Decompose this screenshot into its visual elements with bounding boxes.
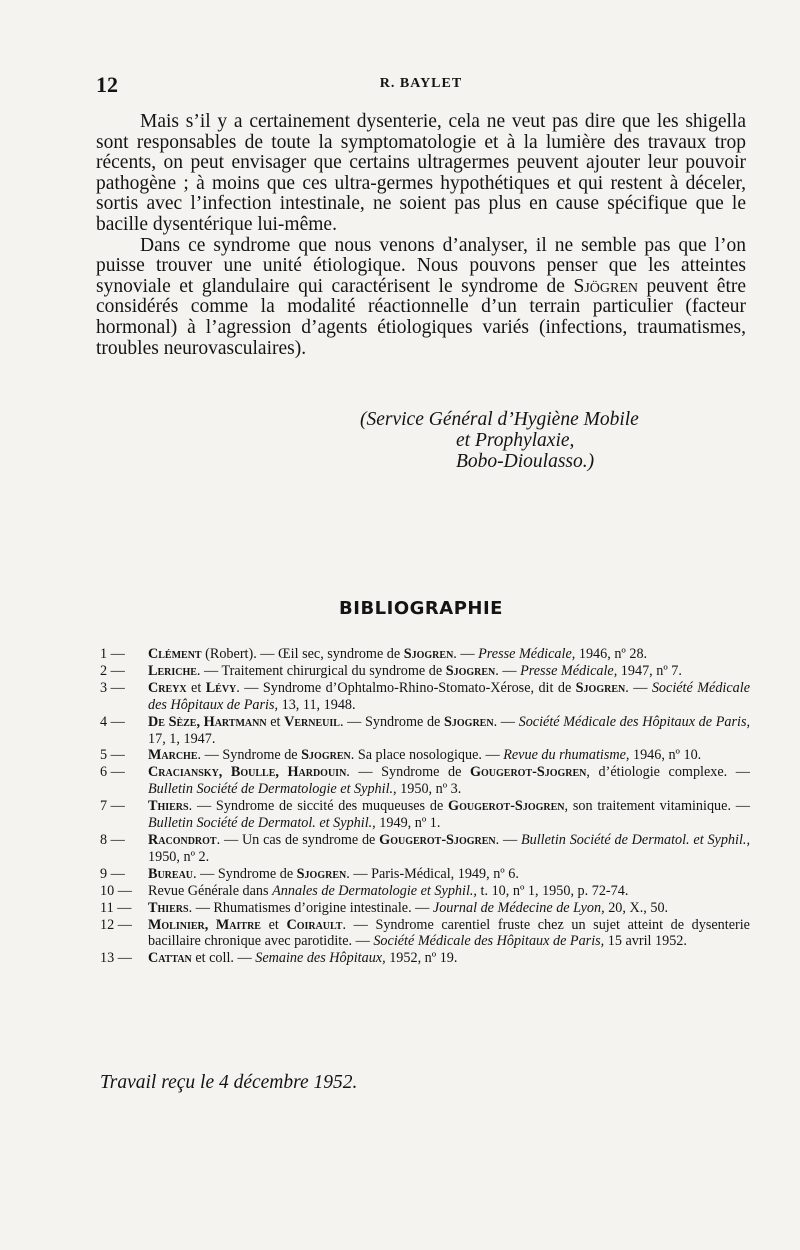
bibliography-item bbox=[100, 798, 750, 832]
bibliography-journal: Bulletin Société de Dermatol. et Syphil., bbox=[148, 815, 376, 832]
bibliography-item-text bbox=[148, 950, 750, 967]
bibliography-journal: Semaine des Hôpitaux, bbox=[255, 950, 386, 967]
paragraph-2-end: peuvent être considérés comme la modalité réactionnelle d’un terrain particulier (facteur hormonal) à l’agression d’agents étiologiques variés (infections, traumatismes, troubles neurovasculaires). bbox=[96, 275, 747, 359]
received-date: Travail reçu le 4 décembre 1952. bbox=[100, 1072, 358, 1093]
bibliography-item bbox=[100, 866, 750, 883]
bibliography-item-text bbox=[148, 832, 750, 866]
bibliography-name: Sjogren bbox=[301, 747, 351, 764]
bibliography-item bbox=[100, 663, 750, 680]
bibliography-item bbox=[100, 832, 750, 866]
bibliography-name: Sjogren bbox=[445, 662, 496, 679]
bibliography-item-text bbox=[148, 714, 750, 748]
bibliography-item-number: 5 — bbox=[100, 747, 125, 764]
bibliography-journal: Société Médicale des Hôpitaux de Paris, bbox=[148, 679, 750, 713]
bibliography-text-part: 1946, nº 28. bbox=[575, 646, 648, 662]
bibliography-item-text bbox=[148, 747, 750, 764]
affiliation-line-2: et Prophylaxie, bbox=[456, 430, 575, 451]
bibliography-item bbox=[100, 646, 750, 663]
bibliography-text-part: . — Syndrome d’Ophtalmo-Rhino-Stomato-Xérose, dit de bbox=[236, 679, 576, 696]
bibliography-journal: Société Médicale des Hôpitaux de Paris, bbox=[373, 933, 605, 950]
affiliation bbox=[360, 409, 760, 472]
bibliography-name: Sjogren bbox=[575, 679, 626, 696]
bibliography-name: Coirault bbox=[286, 916, 343, 933]
bibliography-authors: Clément bbox=[148, 646, 202, 662]
bibliography-text-part: 1950, nº 3. bbox=[396, 781, 462, 798]
bibliography-text-part: , son traitement vitaminique. — bbox=[564, 798, 750, 815]
bibliography-text-part: 20, X., 50. bbox=[604, 899, 669, 916]
bibliography-journal: Presse Médicale, bbox=[520, 662, 618, 679]
bibliography-authors: Thiers bbox=[148, 899, 189, 916]
bibliography-text-part: . — bbox=[495, 662, 521, 679]
bibliography-text-part: . — Paris-Médical, 1949, nº 6. bbox=[346, 865, 519, 882]
bibliography-text-part: (Robert). — Œil sec, syndrome de bbox=[201, 646, 404, 662]
bibliography-text-part: . — Syndrome de bbox=[193, 865, 297, 882]
paragraph-2-start: Dans ce syndrome que nous venons d’analyser, il ne semble pas que l’on puisse trouver une unité étiologique. Nous pouvons penser que les atteintes synoviale et glandulaire qui caractérisent le syndrome de bbox=[96, 234, 746, 297]
bibliography-journal: Annales de Dermatologie et Syphil., bbox=[272, 882, 477, 899]
bibliography-text-part: t. 10, nº 1, 1950, p. 72-74. bbox=[476, 882, 629, 899]
bibliography-item-text bbox=[148, 866, 750, 883]
bibliography-item-text bbox=[148, 798, 750, 832]
bibliography-item-text bbox=[148, 646, 750, 663]
bibliography-authors: Bureau bbox=[148, 865, 194, 882]
bibliography-journal: Presse Médicale, bbox=[478, 646, 576, 662]
bibliography-journal: Société Médicale des Hôpitaux de Paris, bbox=[518, 713, 751, 730]
bibliography-name: Gougerot-Sjogren bbox=[379, 831, 496, 848]
bibliography-item-number: 1 — bbox=[100, 646, 125, 662]
author-name-sjogren: Sjögren bbox=[573, 275, 639, 297]
affiliation-line-3: Bobo-Dioulasso.) bbox=[456, 451, 595, 472]
page-header bbox=[96, 72, 746, 96]
bibliography-text-part: . — Traitement chirurgical du syndrome de bbox=[196, 662, 446, 679]
bibliography-name: Sjogren bbox=[403, 646, 454, 662]
bibliography-text-part: , d’étiologie complexe. — bbox=[586, 764, 750, 781]
bibliography-item bbox=[100, 883, 750, 900]
bibliography-authors: Marche bbox=[148, 747, 198, 764]
bibliography-text-part: Revue Générale dans bbox=[148, 882, 273, 899]
bibliography-item-number: 13 — bbox=[100, 950, 132, 967]
bibliography-text-part: 1947, nº 7. bbox=[617, 662, 682, 679]
bibliography-text-part: . — bbox=[453, 646, 479, 662]
bibliography-item-number: 2 — bbox=[100, 662, 125, 679]
bibliography-name: Verneuil bbox=[284, 713, 340, 730]
bibliography-name: Gougerot-Sjogren bbox=[469, 764, 587, 781]
bibliography-item-number: 7 — bbox=[100, 798, 125, 815]
bibliography-item-number: 6 — bbox=[100, 764, 125, 781]
bibliography-text-part: . — Syndrome carentiel fruste chez un sujet atteint de dysenterie bacillaire chronique avec parotidite. — bbox=[148, 916, 750, 950]
bibliography-journal: Bulletin Société de Dermatologie et Syphil., bbox=[148, 781, 397, 798]
bibliography-text-part: et bbox=[266, 713, 285, 730]
bibliography-text-part: 17, 1, 1947. bbox=[148, 730, 216, 747]
affiliation-line-1: (Service Général d’Hygiène Mobile bbox=[360, 409, 639, 430]
bibliography-text-part: et bbox=[186, 679, 206, 696]
bibliography-item bbox=[100, 900, 750, 917]
bibliography-item bbox=[100, 950, 750, 967]
bibliography-item bbox=[100, 680, 750, 714]
bibliography-item-number: 11 — bbox=[100, 899, 132, 916]
bibliography-authors: Thiers bbox=[148, 798, 189, 815]
bibliography-text-part: 1950, nº 2. bbox=[148, 848, 210, 865]
bibliography-journal: Journal de Médecine de Lyon, bbox=[432, 899, 605, 916]
bibliography-text-part: et coll. — bbox=[191, 950, 256, 967]
bibliography-name: Sjogren bbox=[444, 713, 494, 730]
bibliography-name: Gougerot-Sjogren bbox=[448, 798, 565, 815]
bibliography-item-number: 10 — bbox=[100, 882, 132, 899]
bibliography-authors: De Sèze, Hartmann bbox=[148, 713, 267, 730]
bibliography-text-part: 13, 11, 1948. bbox=[278, 696, 356, 713]
bibliography-authors: Cattan bbox=[148, 950, 192, 967]
bibliography-item-text bbox=[148, 680, 750, 714]
bibliography-text-part: 15 avril 1952. bbox=[604, 933, 687, 950]
bibliography-item-text bbox=[148, 900, 750, 917]
paragraph-2 bbox=[96, 236, 746, 360]
bibliography-item-number: 12 — bbox=[100, 916, 132, 933]
bibliography-authors: Molinier, Maitre bbox=[148, 916, 261, 933]
bibliography-item-text bbox=[148, 663, 750, 680]
bibliography-item bbox=[100, 764, 750, 798]
bibliography-text-part: . — bbox=[625, 679, 652, 696]
paragraph-1: Mais s’il y a certainement dysenterie, cela ne veut pas dire que les shigella sont responsables de toute la symptomatologie et à la lumière des travaux trop récents, on peut envisager que certains ultragermes peuvent ajouter leur pouvoir pathogène ; à moins que ces ultra-germes hypothétiques et qui restent à déceler, sortis avec l’infection intestinale, ne soient pas plus en cause spécifique que le bacille dysentérique lui-même. bbox=[96, 111, 746, 235]
bibliography-text-part: . — Syndrome de bbox=[346, 764, 470, 781]
page-number: 12 bbox=[96, 72, 118, 97]
bibliography-name: Sjogren bbox=[296, 865, 347, 882]
bibliography-item-text bbox=[148, 883, 750, 900]
bibliography-text-part: 1952, nº 19. bbox=[385, 950, 458, 967]
bibliography-text-part: . — Syndrome de bbox=[197, 747, 302, 764]
bibliography-text-part: 1946, nº 10. bbox=[629, 747, 702, 764]
bibliography-text-part: . Sa place nosologique. — bbox=[350, 747, 504, 764]
bibliography-item-number: 3 — bbox=[100, 679, 125, 696]
bibliography-name: Lévy bbox=[205, 679, 237, 696]
bibliography-text-part: . — Rhumatismes d’origine intestinale. — bbox=[188, 899, 433, 916]
bibliography-text-part: . — bbox=[493, 713, 519, 730]
body-text bbox=[96, 112, 746, 359]
bibliography-item-text bbox=[148, 764, 750, 798]
bibliography-item bbox=[100, 917, 750, 951]
bibliography-title: BIBLIOGRAPHIE bbox=[339, 598, 503, 619]
bibliography-item bbox=[100, 714, 750, 748]
bibliography-text-part: . — Syndrome de siccité des muqueuses de bbox=[188, 798, 449, 815]
bibliography-item-text bbox=[148, 917, 750, 951]
bibliography-text-part: . — Syndrome de bbox=[339, 713, 444, 730]
bibliography-journal: Revue du rhumatisme, bbox=[503, 747, 630, 764]
bibliography-text-part: et bbox=[260, 916, 287, 933]
bibliography-item-number: 8 — bbox=[100, 831, 125, 848]
running-head: R. BAYLET bbox=[379, 76, 463, 91]
bibliography-authors: Racondrot bbox=[148, 831, 217, 848]
bibliography-item bbox=[100, 747, 750, 764]
bibliography-list bbox=[100, 646, 750, 967]
bibliography-journal: Bulletin Société de Dermatol. et Syphil., bbox=[520, 831, 751, 848]
bibliography-item-number: 9 — bbox=[100, 865, 125, 882]
bibliography-authors: Craciansky, Boulle, Hardouin bbox=[148, 764, 347, 781]
bibliography-authors: Creyx bbox=[148, 679, 187, 696]
bibliography-text-part: . — Un cas de syndrome de bbox=[216, 831, 380, 848]
bibliography-text-part: . — bbox=[495, 831, 521, 848]
bibliography-authors: Leriche bbox=[148, 662, 197, 679]
bibliography-text-part: 1949, nº 1. bbox=[375, 815, 441, 832]
bibliography-item-number: 4 — bbox=[100, 713, 125, 730]
